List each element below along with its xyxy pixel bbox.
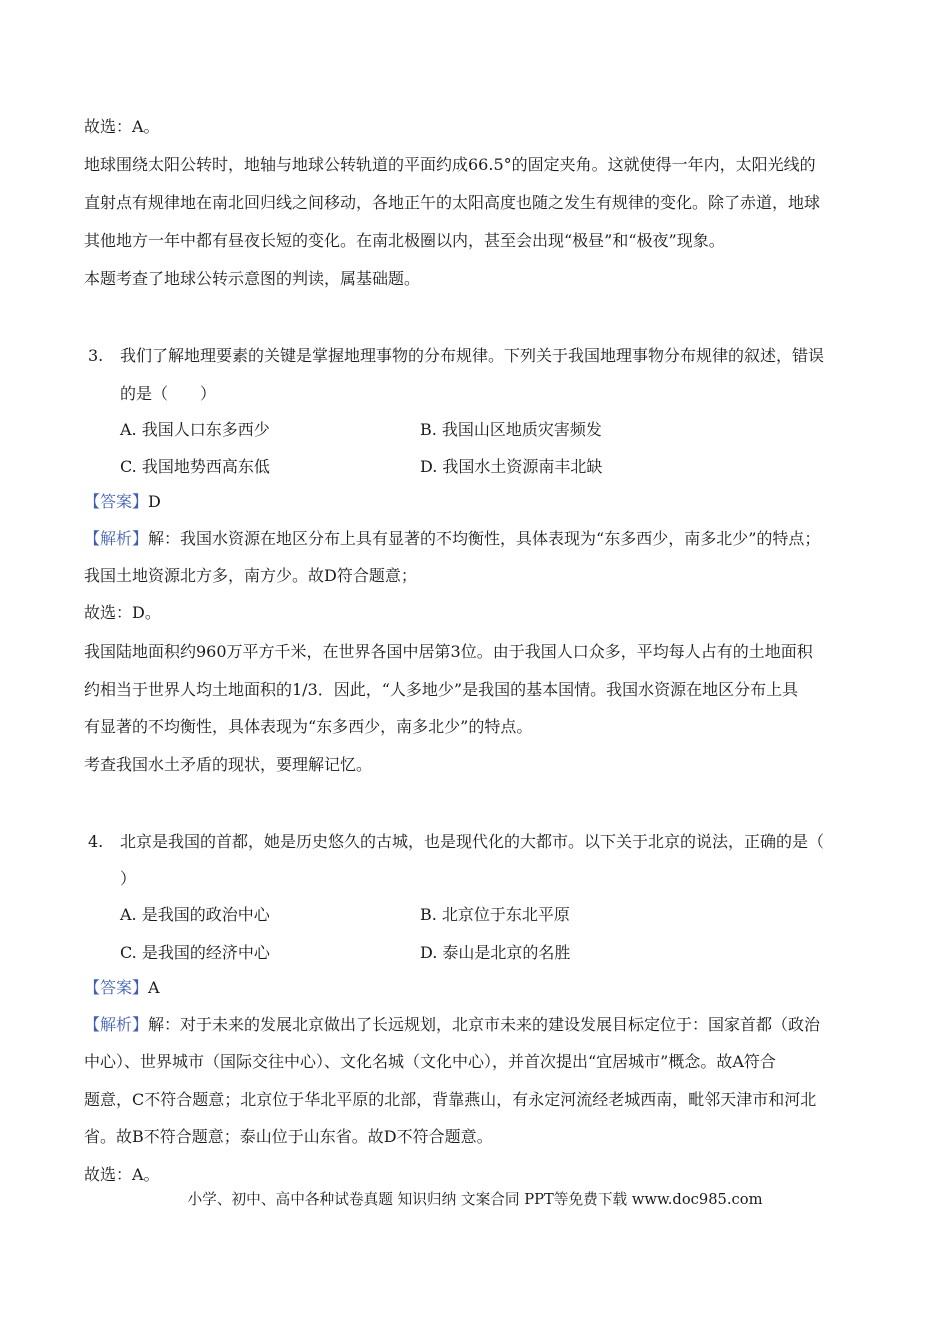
explanation-summary: 本题考查了地球公转示意图的判读，属基础题。 — [84, 269, 421, 288]
analysis-line: 考查我国水土矛盾的现状，要理解记忆。 — [84, 755, 373, 774]
answer-tag: 【答案】 — [84, 492, 149, 511]
option-b: B. 我国山区地质灾害频发 — [420, 420, 602, 439]
explanation-line: 直射点有规律地在南北回归线之间移动，各地正午的太阳高度也随之发生有规律的变化。除了赤道，地球 — [84, 193, 821, 212]
question-number: 3. — [88, 346, 104, 365]
analysis-line: 省。故B不符合题意；泰山位于山东省。故D不符合题意。 — [84, 1127, 493, 1146]
option-a: A. 是我国的政治中心 — [120, 905, 270, 924]
analysis-line: 我国陆地面积约960万平方千米，在世界各国中居第3位。由于我国人口众多，平均每人占有的土地面积 — [84, 642, 813, 661]
answer-value: A — [148, 978, 160, 997]
question-number: 4. — [88, 832, 104, 851]
question-stem: 北京是我国的首都，她是历史悠久的古城，也是现代化的大都市。以下关于北京的说法，正确的是（ — [120, 832, 825, 851]
option-c: C. 我国地势西高东低 — [120, 457, 270, 476]
question-stem: ） — [120, 869, 137, 888]
option-b: B. 北京位于东北平原 — [420, 905, 570, 924]
option-c: C. 是我国的经济中心 — [120, 943, 270, 962]
answer-line — [84, 978, 160, 998]
analysis-line — [84, 1015, 820, 1035]
page-footer: 小学、初中、高中各种试卷真题 知识归纳 文案合同 PPT等免费下载 www.doc985.com — [187, 1191, 763, 1208]
explanation-line: 地球围绕太阳公转时，地轴与地球公转轨道的平面约成66.5°的固定夹角。这就使得一年内，太阳光线的 — [84, 155, 816, 174]
analysis-tag: 【解析】 — [84, 1015, 149, 1034]
option-d: D. 我国水土资源南丰北缺 — [420, 457, 603, 476]
question-stem: 我们了解地理要素的关键是掌握地理事物的分布规律。下列关于我国地理事物分布规律的叙述，错误 — [120, 346, 825, 365]
explanation-line: 其他地方一年中都有昼夜长短的变化。在南北极圈以内，甚至会出现“极昼”和“极夜”现象。 — [84, 231, 725, 250]
question-stem: 的是（ ） — [120, 384, 217, 403]
analysis-line: 故选：D。 — [84, 603, 161, 622]
analysis-line: 约相当于世界人均土地面积的1/3．因此，“人多地少”是我国的基本国情。我国水资源在地区分布上具 — [84, 680, 799, 699]
option-a: A. 我国人口东多西少 — [120, 420, 270, 439]
option-d: D. 泰山是北京的名胜 — [420, 943, 571, 962]
analysis-line: 我国土地资源北方多，南方少。故D符合题意； — [84, 566, 417, 585]
answer-choice-line: 故选：A。 — [84, 117, 160, 136]
analysis-tag: 【解析】 — [84, 529, 149, 548]
analysis-line: 故选：A。 — [84, 1165, 160, 1184]
analysis-text: 解：我国水资源在地区分布上具有显著的不均衡性，具体表现为“东多西少，南多北少”的特点； — [148, 529, 821, 548]
analysis-line: 题意，C不符合题意；北京位于华北平原的北部，背靠燕山，有永定河流经老城西南，毗邻天津市和河北 — [84, 1090, 817, 1109]
answer-value: D — [148, 492, 161, 511]
analysis-text: 解：对于未来的发展北京做出了长远规划，北京市未来的建设发展目标定位于：国家首都（政治 — [148, 1015, 821, 1034]
analysis-line: 有显著的不均衡性，具体表现为“东多西少，南多北少”的特点。 — [84, 717, 533, 736]
analysis-line: 中心）、世界城市（国际交往中心）、文化名城（文化中心），并首次提出“宜居城市”概念。故A符合 — [84, 1052, 776, 1071]
answer-tag: 【答案】 — [84, 978, 149, 997]
answer-line — [84, 492, 161, 512]
analysis-line — [84, 529, 820, 549]
